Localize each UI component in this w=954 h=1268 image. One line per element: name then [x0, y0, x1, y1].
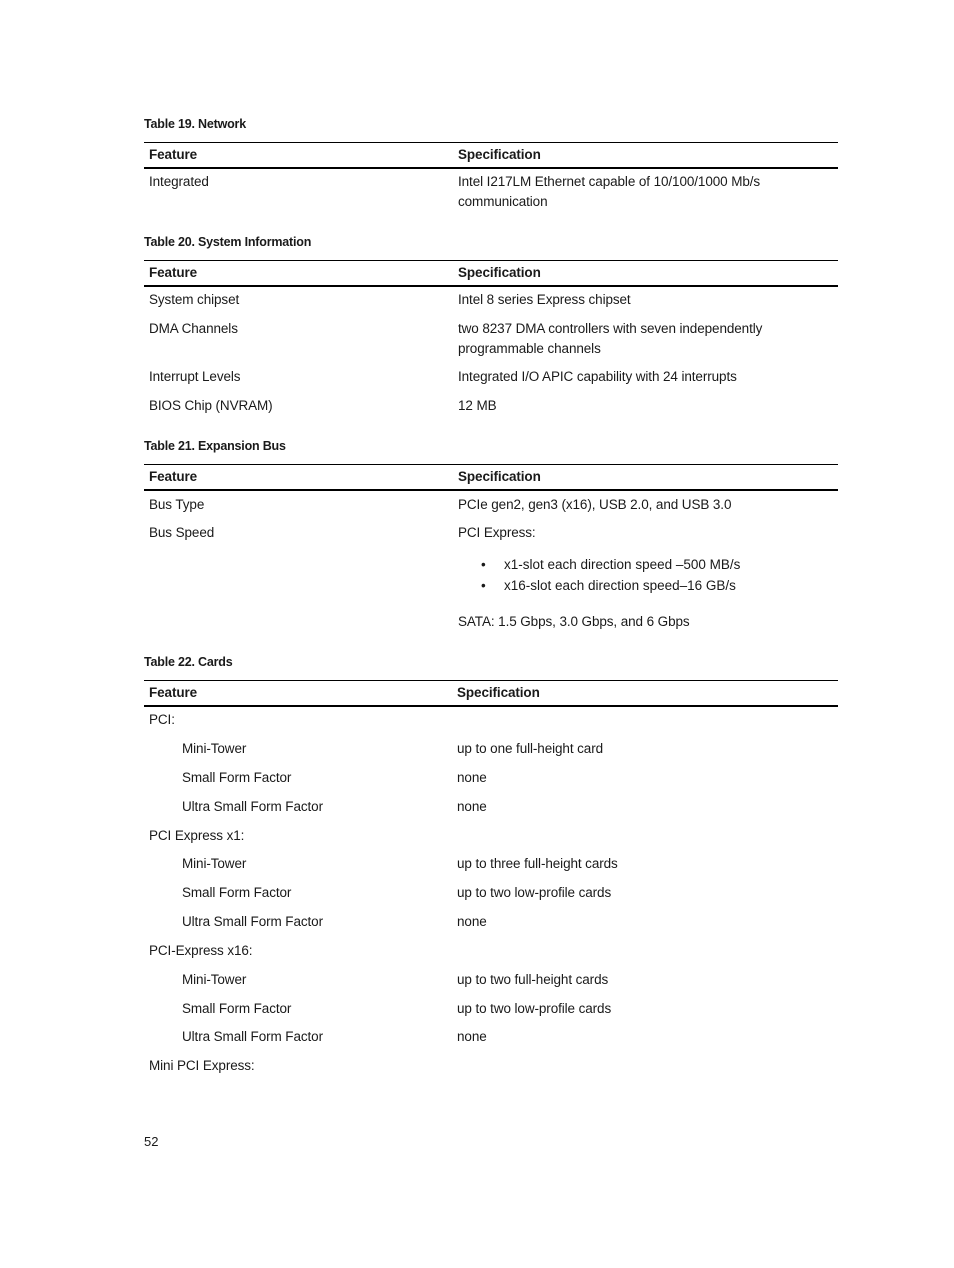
feature-header: Feature: [149, 147, 198, 162]
table-cell-spec: none: [457, 914, 487, 929]
table-top-rule: [144, 680, 838, 681]
sata-spec: SATA: 1.5 Gbps, 3.0 Gbps, and 6 Gbps: [458, 614, 690, 629]
table-20-caption: Table 20. System Information: [144, 235, 312, 249]
table-cell-spec: up to three full-height cards: [457, 856, 618, 871]
table-top-rule: [144, 464, 838, 465]
table-cell-spec: none: [457, 1029, 487, 1044]
table-top-rule: [144, 142, 838, 143]
table-cell-feature: System chipset: [149, 292, 240, 307]
group-label: PCI Express x1:: [149, 828, 245, 843]
table-cell-spec: PCIe gen2, gen3 (x16), USB 2.0, and USB 3.0: [458, 497, 732, 512]
table-cell-feature: BIOS Chip (NVRAM): [149, 398, 273, 413]
table-cell-feature: Small Form Factor: [182, 885, 292, 900]
table-cell-spec: PCI Express:: [458, 525, 536, 540]
table-top-rule: [144, 260, 838, 261]
page-number: 52: [144, 1134, 159, 1149]
header-rule: [144, 489, 838, 491]
table-cell-spec: up to one full-height card: [457, 741, 603, 756]
table-cell-feature: Small Form Factor: [182, 770, 292, 785]
table-cell-feature: Ultra Small Form Factor: [182, 914, 323, 929]
header-rule: [144, 285, 838, 287]
table-cell-spec: Intel I217LM Ethernet capable of 10/100/1000 Mb/s communication: [458, 174, 761, 209]
header-rule: [144, 705, 838, 707]
table-cell-spec: up to two low-profile cards: [457, 885, 612, 900]
table-cell-spec: none: [457, 770, 487, 785]
bullet-icon: •: [481, 557, 486, 572]
bullet-icon: •: [481, 578, 486, 593]
table-cell-spec: two 8237 DMA controllers with seven independently programmable channels: [458, 321, 763, 356]
table-cell-feature: Interrupt Levels: [149, 369, 241, 384]
table-cell-feature: Bus Speed: [149, 525, 215, 540]
table-cell-spec: up to two full-height cards: [457, 972, 609, 987]
list-item: x1-slot each direction speed –500 MB/s: [504, 557, 741, 572]
table-cell-feature: Mini-Tower: [182, 856, 247, 871]
feature-header: Feature: [149, 265, 198, 280]
table-21-caption: Table 21. Expansion Bus: [144, 439, 286, 453]
table-cell-feature: Bus Type: [149, 497, 205, 512]
specification-header: Specification: [458, 147, 541, 162]
table-22-caption: Table 22. Cards: [144, 655, 233, 669]
feature-header: Feature: [149, 469, 198, 484]
table-cell-feature: Ultra Small Form Factor: [182, 799, 323, 814]
table-cell-feature: Mini-Tower: [182, 972, 247, 987]
table-cell-feature: DMA Channels: [149, 321, 238, 336]
group-label: PCI-Express x16:: [149, 943, 253, 958]
table-cell-feature: Integrated: [149, 174, 209, 189]
specification-header: Specification: [458, 469, 541, 484]
table-cell-spec: Intel 8 series Express chipset: [458, 292, 631, 307]
table-cell-spec: up to two low-profile cards: [457, 1001, 612, 1016]
feature-header: Feature: [149, 685, 198, 700]
list-item: x16-slot each direction speed–16 GB/s: [504, 578, 736, 593]
specification-header: Specification: [458, 265, 541, 280]
table-cell-spec: Integrated I/O APIC capability with 24 interrupts: [458, 369, 737, 384]
table-19-caption: Table 19. Network: [144, 117, 246, 131]
group-label: Mini PCI Express:: [149, 1058, 255, 1073]
table-cell-spec: 12 MB: [458, 398, 497, 413]
table-cell-feature: Ultra Small Form Factor: [182, 1029, 323, 1044]
specification-header: Specification: [457, 685, 540, 700]
table-cell-feature: Small Form Factor: [182, 1001, 292, 1016]
table-cell-spec: none: [457, 799, 487, 814]
table-cell-feature: Mini-Tower: [182, 741, 247, 756]
group-label: PCI:: [149, 712, 175, 727]
header-rule: [144, 167, 838, 169]
